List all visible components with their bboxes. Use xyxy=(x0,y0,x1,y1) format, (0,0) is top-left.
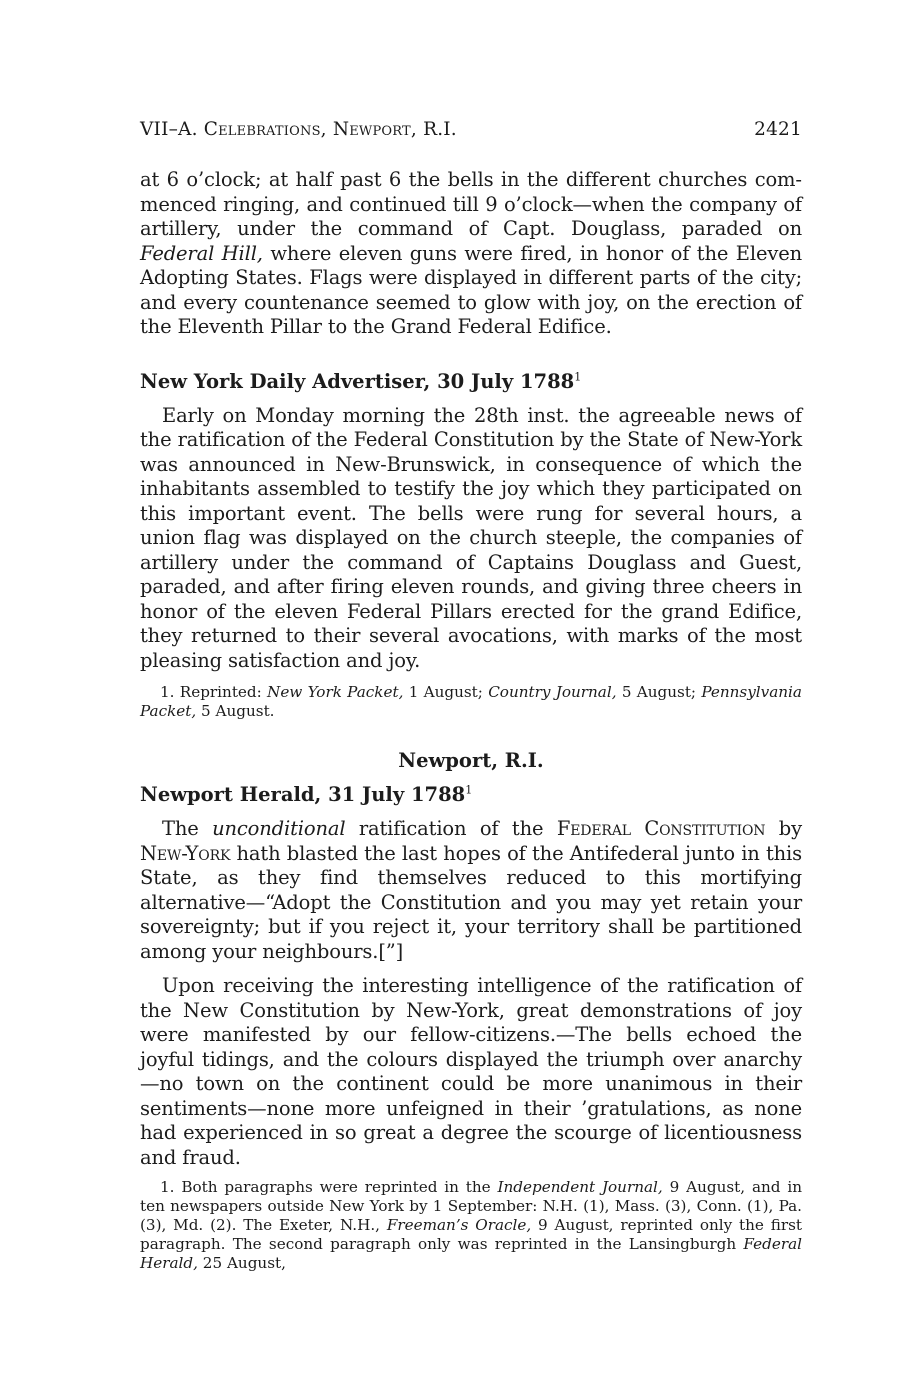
herald-p1-smallcaps-1: Federal Constitution xyxy=(556,817,766,840)
ny-paragraph: Early on Monday morning the 28th inst. the agreeable news of the ratification of the Federal Constitution by the State of New-York was announced in New-Brunswick, in consequence of which the inhabitants assembled to testify the joy which they participated on this important event. The bells were rung for several hours, a union flag was displayed on the church steeple, the companies of artillery under the command of Captains Douglass and Guest, paraded, and after firing eleven rounds, and giving three cheers in honor of the eleven Federal Pillars erected for the grand Edifice, they returned to their several avocations, with marks of the most pleasing satisfaction and joy. xyxy=(140,403,802,672)
ny-section-heading xyxy=(140,370,802,394)
ny-fn-text-1: 1. Reprinted: xyxy=(160,683,268,701)
ny-fn-text-2: 1 August; xyxy=(403,683,489,701)
running-head-title: VII–A. Celebrations, Newport, R.I. xyxy=(140,119,457,140)
opening-text-2: where eleven guns were fired, in honor of the Eleven Adopting States. Flags were displayed in different parts of the city; and every countenance seemed to glow with joy, on the erection of the Eleventh Pillar to the Grand Federal Edifice. xyxy=(140,241,802,338)
opening-place-italic: Federal Hill, xyxy=(140,241,263,265)
herald-fn-italic-3: Federal Herald, xyxy=(140,1235,802,1272)
herald-fn-italic-1: Independent Journal, xyxy=(497,1178,663,1196)
herald-fn-text-3: 9 August, reprinted only the first paragraph. The second paragraph only was reprinted in the Lansingburgh xyxy=(140,1216,803,1253)
ny-fn-text-3: 5 August; xyxy=(616,683,702,701)
herald-section-heading xyxy=(140,783,802,807)
ny-note-marker: 1 xyxy=(574,370,582,383)
herald-fn-text-4: 25 August, xyxy=(197,1254,286,1272)
herald-fn-text-2: 9 August, and in ten newspapers outside New York by 1 September: N.H. (1), Mass. (3), Conn. (1), Pa. (3), Md. (2). The Exeter, N.H., xyxy=(140,1178,803,1234)
herald-p1-italic: unconditional xyxy=(212,817,346,840)
running-head xyxy=(140,118,802,142)
herald-p1-smallcaps-2: New-York xyxy=(140,841,231,865)
ny-fn-italic-2: Country Journal, xyxy=(488,683,617,701)
herald-paragraph-1 xyxy=(140,817,802,964)
herald-fn-italic-2: Freeman’s Oracle, xyxy=(386,1216,532,1234)
opening-text-1: at 6 o’clock; at half past 6 the bells in the different churches commenced ringing, and continued till 9 o’clock—when the company of artillery, under the command of Capt. Douglass, paraded on xyxy=(140,168,802,240)
ny-heading-text: New York Daily Advertiser, 30 July 1788 xyxy=(140,369,575,393)
herald-p1-text-4: hath blasted the last hopes of the Antifederal junto in this State, as they find themselves reduced to this mortifying alternative—“Adopt the Constitution and you may yet retain your sovereignty; but if you reject it, your territory shall be partitioned among your neighbours.[”] xyxy=(140,841,802,963)
ny-fn-italic-3: Pennsylvania Packet, xyxy=(140,683,802,720)
herald-p1-text-1: The xyxy=(162,817,213,840)
herald-paragraph-2: Upon receiving the interesting intelligence of the ratification of the New Constitution by New-York, great demonstrations of joy were manifested by our fellow-citizens.—The bells echoed the joyful tidings, and the colours displayed the triumph over anarchy—no town on the continent could be more unanimous in their sentiments—none more unfeigned in their ’gratulations, as none had experienced in so great a degree the scourge of licentiousness and fraud. xyxy=(140,974,802,1169)
document-page xyxy=(140,118,802,1273)
herald-fn-text-1: 1. Both paragraphs were reprinted in the xyxy=(160,1178,498,1196)
herald-p1-text-2: ratification of the xyxy=(345,817,557,840)
herald-footnote xyxy=(140,1178,802,1273)
herald-p1-text-3: by xyxy=(765,817,802,840)
ny-fn-italic-1: New York Packet, xyxy=(267,683,404,701)
page-number: 2421 xyxy=(754,119,802,140)
ny-footnote xyxy=(140,683,802,721)
herald-note-marker: 1 xyxy=(465,783,473,797)
herald-heading-text: Newport Herald, 31 July 1788 xyxy=(140,783,466,806)
opening-paragraph xyxy=(140,168,802,340)
ny-fn-text-4: 5 August. xyxy=(196,702,275,720)
newport-heading: Newport, R.I. xyxy=(398,749,544,772)
